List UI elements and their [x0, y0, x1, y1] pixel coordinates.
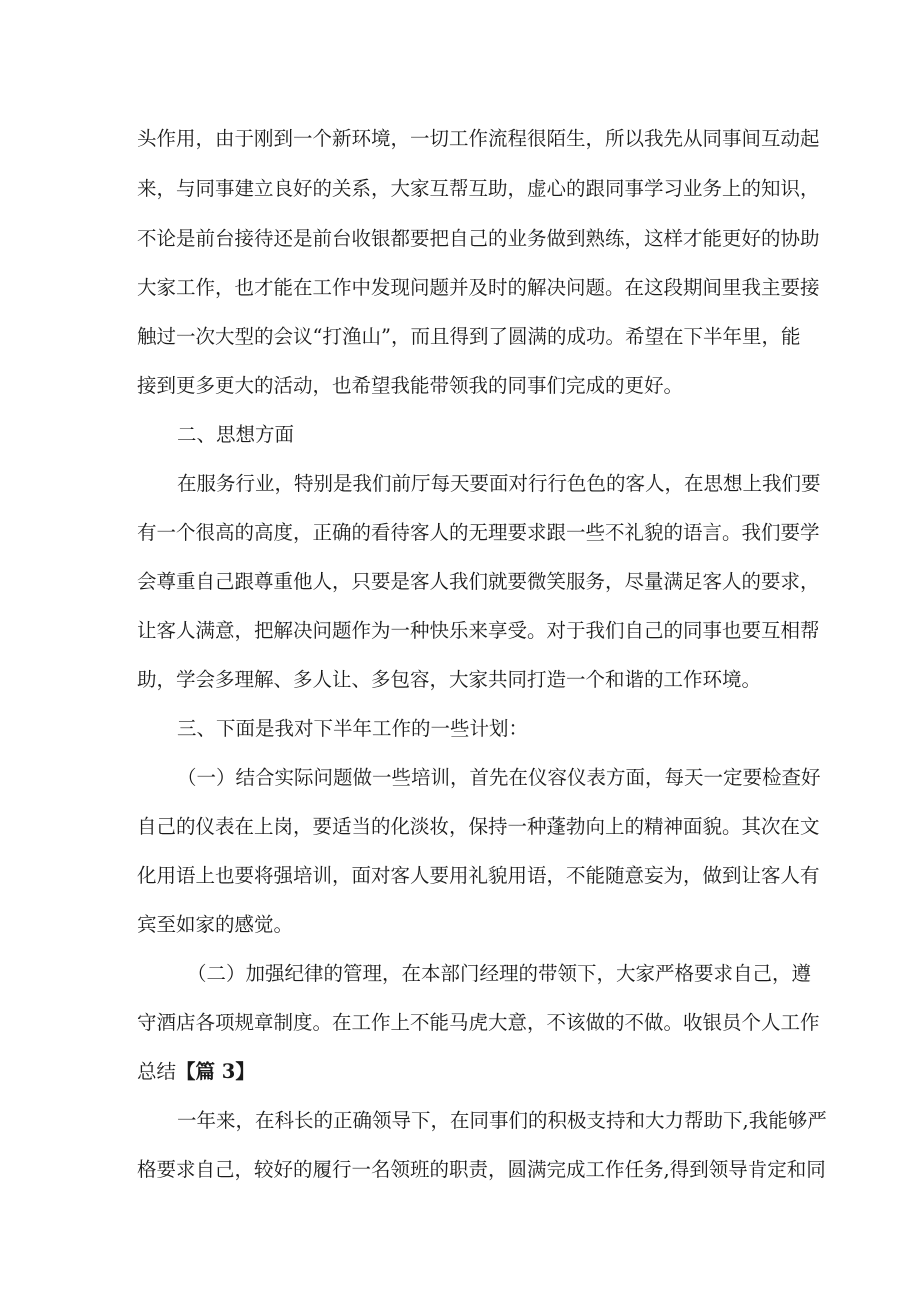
text-line: 宾至如家的感觉。: [137, 913, 294, 936]
text-line: 自己的仪表在上岗，要适当的化淡妆，保持一种蓬勃向上的精神面貌。其次在文: [137, 815, 820, 838]
text-line: 接到更多更大的活动，也希望我能带领我的同事们完成的更好。: [137, 374, 684, 397]
text-line: 大家工作，也才能在工作中发现问题并及时的解决问题。在这段期间里我主要接: [137, 276, 820, 299]
article-label: 【篇 3】: [176, 1060, 255, 1083]
text-line: 触过一次大型的会议“打渔山”，而且得到了圆满的成功。希望在下半年里，能: [137, 325, 801, 348]
text-line: 有一个很高的高度，正确的看待客人的无理要求跟一些不礼貌的语言。我们要学: [137, 521, 820, 544]
text-line: 来，与同事建立良好的关系，大家互帮互助，虚心的跟同事学习业务上的知识，: [137, 177, 820, 200]
text-line: 头作用，由于刚到一个新环境，一切工作流程很陌生，所以我先从同事间互动起: [137, 127, 820, 150]
text-line: 化用语上也要将强培训，面对客人要用礼貌用语，不能随意妄为，做到让客人有: [137, 864, 820, 887]
text-line: （二）加强纪律的管理，在本部门经理的带领下，大家严格要求自己，遵: [187, 962, 812, 985]
text-line: 一年来，在科长的正确领导下，在同事们的积极支持和大力帮助下,我能够严: [177, 1109, 827, 1132]
text-line: 守酒店各项规章制度。在工作上不能马虎大意，不该做的不做。收银员个人工作: [137, 1011, 820, 1034]
text-line: 格要求自己，较好的履行一名领班的职责，圆满完成工作任务,得到领导肯定和同: [137, 1158, 826, 1181]
text-line: 助，学会多理解、多人让、多包容，大家共同打造一个和谐的工作环境。: [137, 668, 762, 691]
text-line: 让客人满意，把解决问题作为一种快乐来享受。对于我们自己的同事也要互相帮: [137, 619, 820, 642]
text-line: [137, 1060, 255, 1084]
section-heading: 二、思想方面: [177, 423, 295, 446]
text-line: 不论是前台接待还是前台收银都要把自己的业务做到熟练，这样才能更好的协助: [137, 227, 820, 250]
text-line: 会尊重自己跟尊重他人，只要是客人我们就要微笑服务，尽量满足客人的要求，: [137, 570, 820, 593]
section-heading: 三、下面是我对下半年工作的一些计划：: [177, 717, 529, 740]
text-line: （一）结合实际问题做一些培训，首先在仪容仪表方面，每天一定要检查好: [177, 766, 821, 789]
text-fragment: 总结: [137, 1060, 177, 1083]
text-line: 在服务行业，特别是我们前厅每天要面对行行色色的客人，在思想上我们要: [177, 472, 821, 495]
